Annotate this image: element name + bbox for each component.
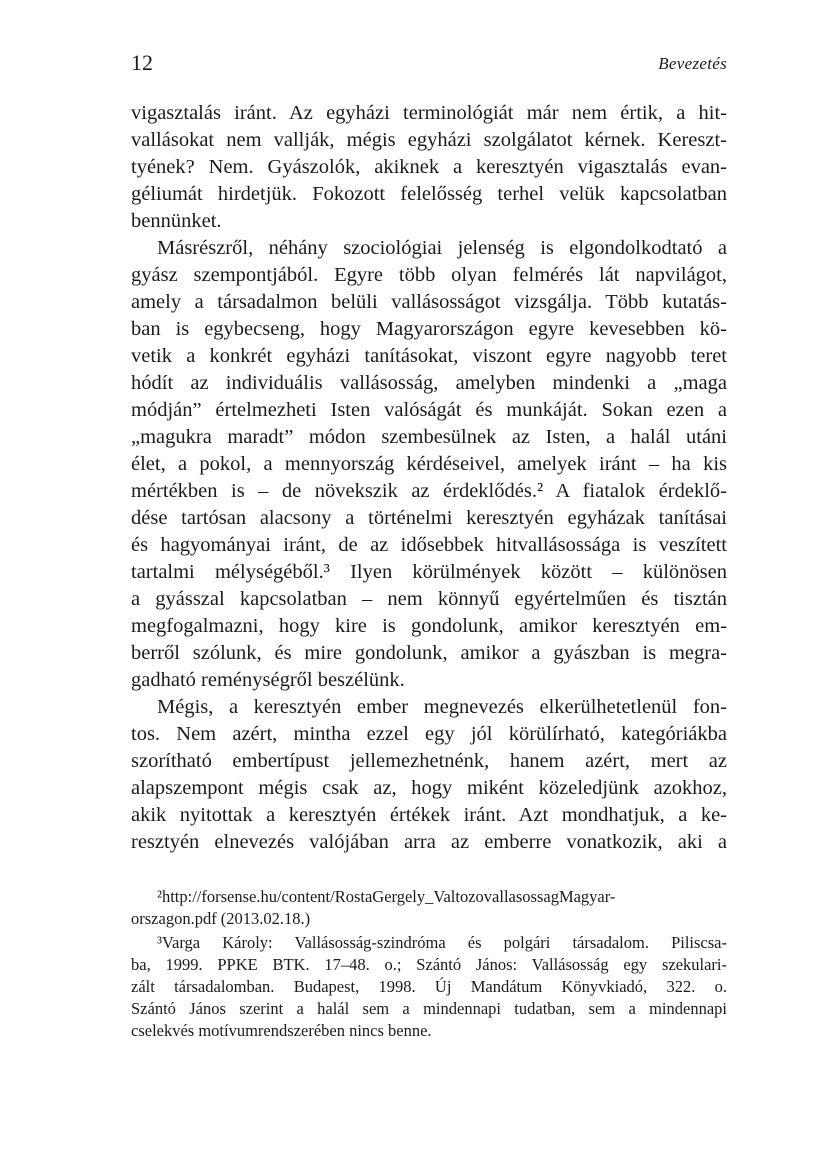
footnotes	[131, 886, 727, 1042]
text-line: resztyén elnevezés valójában arra az emberre vonatkozik, aki a	[131, 831, 727, 853]
text-line: gyász szempontjából. Egyre több olyan felmérés lát napvilágot,	[131, 264, 727, 286]
text-line: amely a társadalmon belüli vallásosságot vizsgálja. Több kutatás-	[131, 291, 727, 313]
text-line: megfogalmazni, hogy kire is gondolunk, amikor keresztyén em-	[131, 615, 727, 637]
body-text	[131, 100, 727, 856]
text-line: ban is egybecseng, hogy Magyarországon egyre kevesebben kö-	[131, 318, 727, 340]
text-line: Másrészről, néhány szociológiai jelenség is elgondolkodtató a	[157, 237, 727, 259]
text-line: szorítható embertípust jellemezhetnénk, hanem azért, mert az	[131, 750, 727, 772]
text-line: élet, a pokol, a mennyország kérdéseivel, amelyek iránt – ha kis	[131, 453, 727, 475]
text-line: tos. Nem azért, mintha ezzel egy jól körülírható, kategóriákba	[131, 723, 727, 745]
text-line: alapszempont mégis csak az, hogy miként közeledjünk azokhoz,	[131, 777, 727, 799]
text-line: vetik a konkrét egyházi tanításokat, viszont egyre nagyobb teret	[131, 345, 727, 367]
page-number: 12	[131, 50, 153, 75]
footnote-line: zált társadalomban. Budapest, 1998. Új Mandátum Könyvkiadó, 322. o.	[131, 977, 727, 996]
footnote-line: ba, 1999. PPKE BTK. 17–48. o.; Szántó János: Vallásosság egy szekulari-	[131, 955, 727, 974]
footnote-line: cselekvés motívumrendszerében nincs benne.	[131, 1021, 432, 1040]
footnote-line: ²http://forsense.hu/content/RostaGergely_ValtozovallasossagMagyar-	[157, 887, 616, 906]
text-line: akik nyitottak a keresztyén értékek iránt. Azt mondhatjuk, a ke-	[131, 804, 727, 826]
text-line: és hagyományai iránt, de az idősebbek hitvallásossága is veszített	[131, 534, 727, 556]
text-line: berről szólunk, és mire gondolunk, amikor a gyászban is megra-	[131, 642, 727, 664]
text-line: mértékben is – de növekszik az érdeklődés.² A fiatalok érdeklő-	[131, 480, 727, 502]
running-head: Bevezetés	[658, 54, 727, 73]
footnote-line: orszagon.pdf (2013.02.18.)	[131, 909, 311, 928]
text-line: dése tartósan alacsony a történelmi keresztyén egyházak tanításai	[131, 507, 727, 529]
text-line: tyének? Nem. Gyászolók, akiknek a keresztyén vigasztalás evan-	[131, 156, 727, 178]
text-line: vallásokat nem vallják, mégis egyházi szolgálatot kérnek. Kereszt-	[131, 129, 727, 151]
page-header	[131, 50, 727, 80]
text-line: géliumát hirdetjük. Fokozott felelősség terhel velük kapcsolatban	[131, 183, 727, 205]
text-line: gadható reménységről beszélünk.	[131, 669, 405, 691]
text-line: bennünket.	[131, 210, 222, 232]
text-line: hódít az individuális vallásosság, amelyben mindenki a „maga	[131, 372, 727, 394]
footnote-line: ³Varga Károly: Vallásosság-szindróma és polgári társadalom. Piliscsa-	[157, 933, 727, 952]
text-line: „magukra maradt” módon szembesülnek az Isten, a halál utáni	[131, 426, 727, 448]
text-line: a gyásszal kapcsolatban – nem könnyű egyértelműen és tisztán	[131, 588, 727, 610]
footnote-line: Szántó János szerint a halál sem a mindennapi tudatban, sem a mindennapi	[131, 999, 727, 1018]
text-line: tartalmi mélységéből.³ Ilyen körülmények között – különösen	[131, 561, 727, 583]
text-line: vigasztalás iránt. Az egyházi terminológiát már nem értik, a hit-	[131, 102, 727, 124]
text-line: módján” értelmezheti Isten valóságát és munkáját. Sokan ezen a	[131, 399, 727, 421]
text-line: Mégis, a keresztyén ember megnevezés elkerülhetetlenül fon-	[157, 696, 727, 718]
